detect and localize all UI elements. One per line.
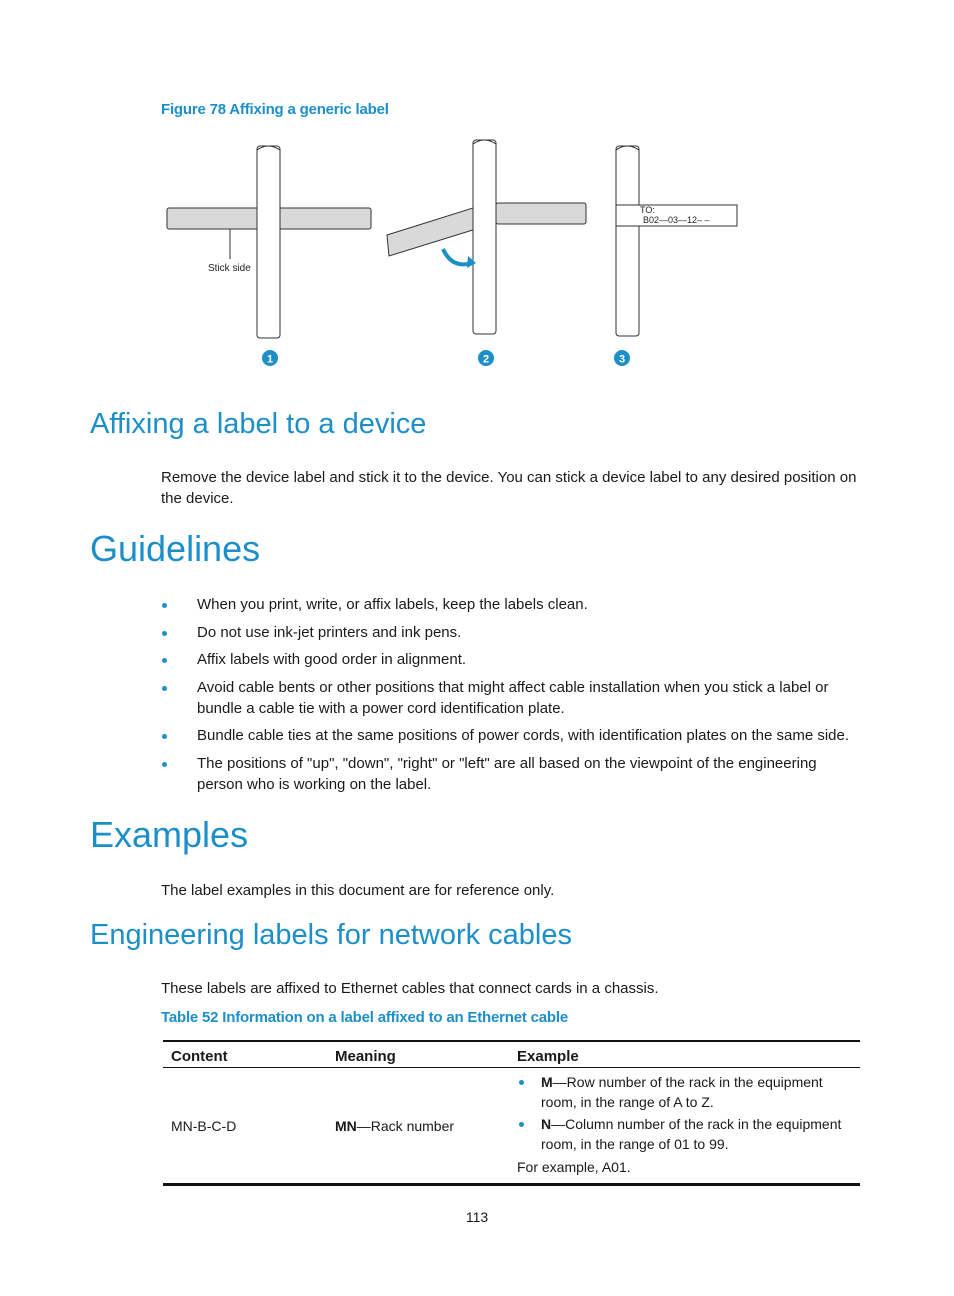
panel-3	[614, 146, 737, 366]
bullet-icon	[162, 658, 167, 663]
table-header-row	[163, 1041, 860, 1068]
bullet-icon	[162, 762, 167, 767]
heading-affixing-device: Affixing a label to a device	[90, 408, 427, 440]
bullet-icon	[162, 686, 167, 691]
panel-2	[387, 140, 586, 366]
step-1-number: 1	[266, 353, 274, 366]
list-item: When you print, write, or affix labels, keep the labels clean.	[197, 594, 865, 615]
list-item: N—Column number of the rack in the equipment room, in the range of 01 to 99.	[517, 1115, 852, 1154]
list-item: Bundle cable ties at the same positions of power cords, with identification plates on the same side.	[197, 725, 865, 746]
generic-label-wrapping	[387, 207, 476, 256]
guidelines-list	[197, 594, 865, 801]
figure-caption: Figure 78 Affixing a generic label	[161, 101, 389, 118]
bullet-icon	[162, 603, 167, 608]
heading-guidelines: Guidelines	[90, 528, 261, 569]
list-item: M—Row number of the rack in the equipment room, in the range of A to Z.	[517, 1073, 852, 1112]
label-affixing-figure	[160, 132, 760, 377]
cable	[473, 140, 496, 334]
bullet-icon	[519, 1080, 524, 1085]
cell-content: MN-B-C-D	[163, 1068, 327, 1185]
list-item: Avoid cable bents or other positions that might affect cable installation when you stick a label or bundle a cable tie with a power cord identification plate.	[197, 677, 865, 719]
cable	[257, 146, 280, 338]
example-note: For example, A01.	[517, 1159, 631, 1175]
label-text-to: TO:	[640, 205, 655, 215]
bullet-icon	[519, 1122, 524, 1127]
column-header-example: Example	[509, 1041, 860, 1068]
paragraph-network-cables: These labels are affixed to Ethernet cables that connect cards in a chassis.	[161, 980, 659, 997]
example-list	[517, 1073, 852, 1154]
list-item: Do not use ink-jet printers and ink pens.	[197, 622, 865, 643]
list-item: Affix labels with good order in alignment.	[197, 649, 865, 670]
stick-side-text: Stick side	[208, 263, 251, 274]
step-3-number: 3	[618, 353, 626, 366]
bullet-icon	[162, 631, 167, 636]
step-2-number: 2	[482, 353, 490, 366]
table-caption: Table 52 Information on a label affixed to an Ethernet cable	[161, 1009, 568, 1026]
column-header-meaning: Meaning	[327, 1041, 509, 1068]
generic-label-tail	[496, 203, 586, 224]
cable	[616, 146, 639, 336]
page-number: 113	[465, 1209, 489, 1225]
table-row	[163, 1068, 860, 1185]
cell-meaning: MN—Rack number	[327, 1068, 509, 1185]
panel-1	[167, 146, 371, 366]
column-header-content: Content	[163, 1041, 327, 1068]
label-text-code: B02—03—12– –	[643, 215, 710, 225]
paragraph-affixing-device: Remove the device label and stick it to the device. You can stick a device label to any desired position on the device.	[161, 469, 857, 507]
heading-examples: Examples	[90, 814, 249, 855]
label-info-table	[163, 1040, 860, 1186]
list-item: The positions of "up", "down", "right" or "left" are all based on the viewpoint of the engineering person who is working on the label.	[197, 753, 865, 795]
cell-example	[509, 1068, 860, 1185]
heading-network-cables: Engineering labels for network cables	[90, 919, 572, 951]
bullet-icon	[162, 734, 167, 739]
paragraph-examples: The label examples in this document are for reference only.	[161, 882, 555, 899]
